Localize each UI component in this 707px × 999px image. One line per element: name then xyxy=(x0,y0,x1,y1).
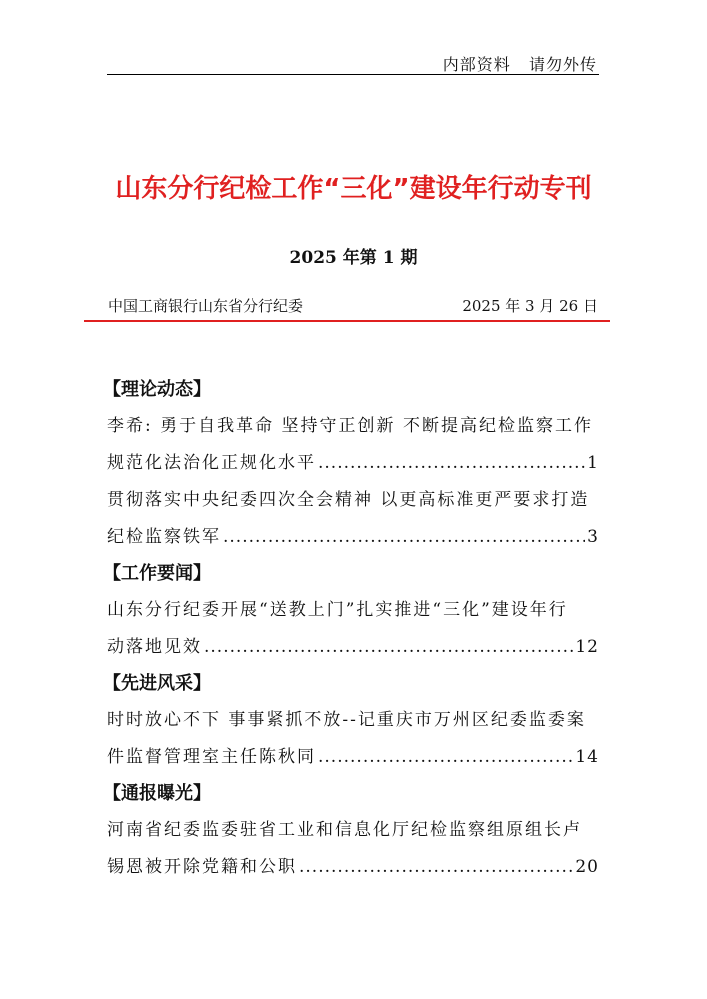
toc-entry-title-tail: 纪检监察铁军 xyxy=(107,527,221,547)
issue-number: 2025 年第 1 期 xyxy=(289,248,418,268)
toc-entry-title-continued xyxy=(107,739,599,776)
toc-page-number: 14 xyxy=(575,747,599,767)
toc-entry-title: 李希: 勇于自我革命 坚持守正创新 不断提高纪检监察工作 xyxy=(107,416,593,436)
publisher-name: 中国工商银行山东省分行纪委 xyxy=(108,297,304,315)
toc-entry-title: 时时放心不下 事事紧抓不放--记重庆市万州区纪委监委案 xyxy=(107,710,586,730)
confidential-notice: 内部资料 请勿外传 xyxy=(442,55,597,74)
toc-entry-title-continued xyxy=(107,445,599,482)
toc-dot-leader xyxy=(299,849,573,886)
publish-date: 2025 年 3 月 26 日 xyxy=(462,297,598,315)
toc-entry[interactable] xyxy=(107,408,599,482)
toc-page-number: 12 xyxy=(575,637,599,657)
publisher-line xyxy=(108,295,598,316)
toc-page-number: 3 xyxy=(587,527,599,547)
toc-page-number: 20 xyxy=(575,857,599,877)
toc-page-number: 1 xyxy=(587,453,599,473)
toc-entry-title-tail: 规范化法治化正规化水平 xyxy=(107,453,316,473)
toc-entry-title-continued xyxy=(107,849,599,886)
toc-entry-title: 山东分行纪委开展“送教上门”扎实推进“三化”建设年行 xyxy=(107,600,568,620)
publication-title: 山东分行纪检工作“三化”建设年行动专刊 xyxy=(115,174,592,204)
toc-dot-leader xyxy=(223,519,585,556)
toc-dot-leader xyxy=(318,739,573,776)
toc-entry-title-tail: 锡恩被开除党籍和公职 xyxy=(107,857,297,877)
toc-entry-title-continued xyxy=(107,629,599,666)
toc-entry-title-tail: 动落地见效 xyxy=(107,637,202,657)
toc-entry-title-tail: 件监督管理室主任陈秋同 xyxy=(107,747,316,767)
toc-section-heading: 【工作要闻】 xyxy=(103,563,211,584)
toc-entry-title-continued xyxy=(107,519,599,556)
toc-entry[interactable] xyxy=(107,482,599,556)
toc-entry[interactable] xyxy=(107,702,599,776)
toc-section-heading: 【先进风采】 xyxy=(103,673,211,694)
toc-entry[interactable] xyxy=(107,592,599,666)
toc-entry[interactable] xyxy=(107,812,599,886)
toc-entry-title: 河南省纪委监委驻省工业和信息化厅纪检监察组原组长卢 xyxy=(107,820,582,840)
header-rule xyxy=(107,74,599,75)
toc-entry-title: 贯彻落实中央纪委四次全会精神 以更高标准更严要求打造 xyxy=(107,490,590,510)
red-separator-rule xyxy=(84,320,610,322)
table-of-contents xyxy=(103,372,599,886)
toc-dot-leader xyxy=(318,445,585,482)
toc-dot-leader xyxy=(204,629,573,666)
toc-section-heading: 【理论动态】 xyxy=(103,379,211,400)
toc-section-heading: 【通报曝光】 xyxy=(103,783,211,804)
